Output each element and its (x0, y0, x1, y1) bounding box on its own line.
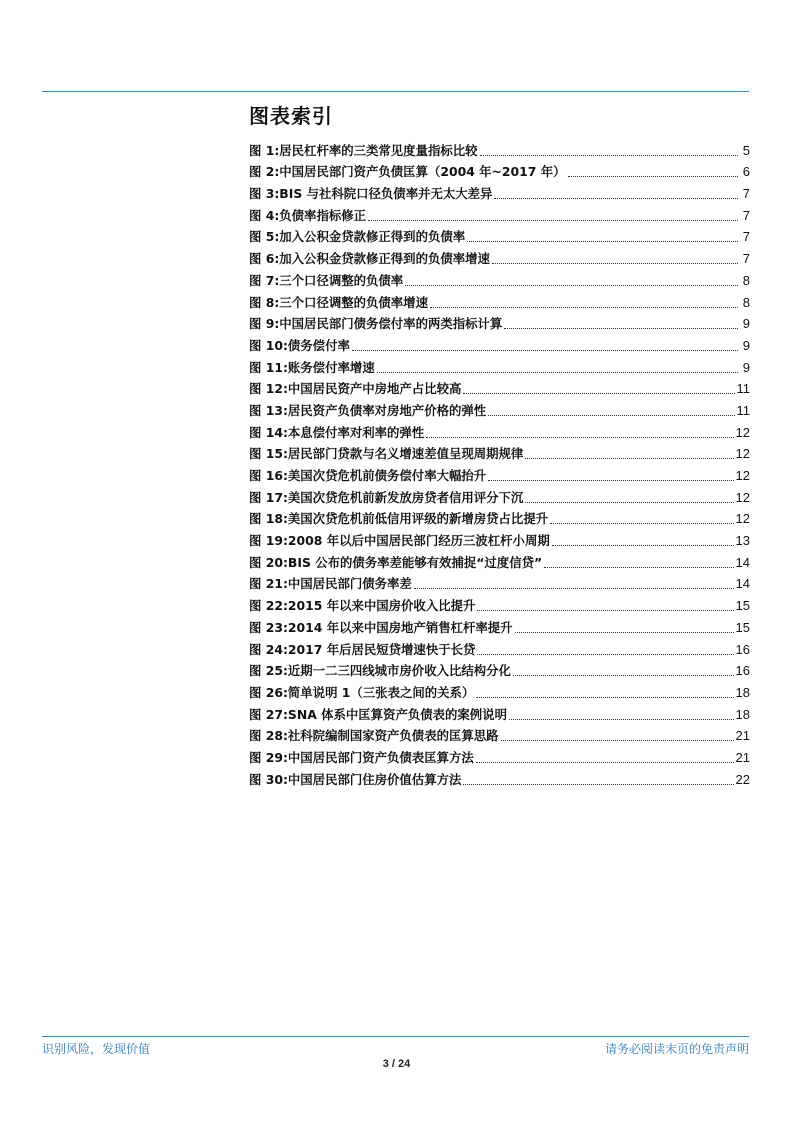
toc-entry-label[interactable]: 图 5:加入公积金贷款修正得到的负债率 (249, 229, 466, 245)
toc-entry-page[interactable]: 18 (735, 684, 750, 700)
page-number: 3 / 24 (382, 1058, 411, 1070)
toc-entry-page[interactable]: 7 (742, 251, 750, 267)
toc-entry-page[interactable]: 8 (742, 272, 750, 288)
toc-entry-page[interactable]: 14 (735, 576, 750, 592)
toc-entry-label[interactable]: 图 27:SNA 体系中匡算资产负债表的案例说明 (249, 706, 507, 722)
toc-entry-page[interactable]: 9 (742, 316, 750, 332)
toc-entry[interactable] (249, 744, 750, 766)
toc-entry-page[interactable]: 5 (742, 142, 750, 158)
toc-entry[interactable] (249, 658, 750, 680)
toc-entry-page[interactable]: 22 (735, 771, 750, 787)
toc-entry-label[interactable]: 图 18:美国次贷危机前低信用评级的新增房贷占比提升 (249, 511, 549, 527)
toc-entry-page[interactable]: 7 (742, 229, 750, 245)
toc-entry-label[interactable]: 图 6:加入公积金贷款修正得到的负债率增速 (249, 251, 490, 267)
toc-entry[interactable] (249, 484, 750, 506)
toc-entry[interactable] (249, 267, 750, 289)
toc-entry-label[interactable]: 图 19:2008 年以后中国居民部门经历三波杠杆小周期 (249, 533, 550, 549)
toc-entry[interactable] (249, 441, 750, 463)
footer-rule (42, 1036, 749, 1037)
toc-dot-leader (525, 502, 733, 503)
toc-dot-leader (504, 328, 738, 329)
toc-entry-label[interactable]: 图 2:中国居民部门资产负债匡算（2004 年~2017 年） (249, 164, 566, 180)
toc-entry-label[interactable]: 图 14:本息偿付率对利率的弹性 (249, 424, 425, 440)
toc-entry-label[interactable]: 图 1:居民杠杆率的三类常见度量指标比较 (249, 142, 478, 158)
toc-dot-leader (513, 675, 734, 676)
toc-entry[interactable] (249, 245, 750, 267)
toc-dot-leader (352, 350, 738, 351)
toc-dot-leader (525, 458, 733, 459)
toc-entry-label[interactable]: 图 15:居民部门贷款与名义增速差值呈现周期规律 (249, 446, 524, 462)
header-rule (42, 91, 749, 92)
toc-entry[interactable] (249, 527, 750, 549)
toc-entry-label[interactable]: 图 24:2017 年后居民短贷增速快于长贷 (249, 641, 476, 657)
toc-entry[interactable] (249, 506, 750, 528)
toc-entry[interactable] (249, 354, 750, 376)
toc-entry-label[interactable]: 图 23:2014 年以来中国房地产销售杠杆率提升 (249, 619, 513, 635)
toc-entry-label[interactable]: 图 3:BIS 与社科院口径负债率并无太大差异 (249, 186, 493, 202)
toc-entry[interactable] (249, 549, 750, 571)
toc-entry-label[interactable]: 图 4:负债率指标修正 (249, 207, 367, 223)
toc-dot-leader (463, 784, 733, 785)
toc-entry-label[interactable]: 图 10:债务偿付率 (249, 337, 350, 353)
toc-entry-page[interactable]: 9 (742, 359, 750, 375)
toc-entry[interactable] (249, 679, 750, 701)
toc-entry-page[interactable]: 13 (735, 533, 750, 549)
toc-entry-label[interactable]: 图 25:近期一二三四线城市房价收入比结构分化 (249, 663, 511, 679)
toc-entry-page[interactable]: 7 (742, 207, 750, 223)
toc-dot-leader (477, 610, 733, 611)
toc-entry-page[interactable]: 11 (736, 402, 750, 418)
toc-entry-page[interactable]: 12 (735, 424, 750, 440)
footer-disclaimer-link[interactable]: 请务必阅读末页的免责声明 (604, 1042, 749, 1056)
toc-entry-page[interactable]: 18 (735, 706, 750, 722)
toc-entry[interactable] (249, 701, 750, 723)
toc-dot-leader (501, 740, 734, 741)
toc-dot-leader (426, 437, 733, 438)
toc-entry[interactable] (249, 462, 750, 484)
toc-entry[interactable] (249, 332, 750, 354)
toc-entry-page[interactable]: 12 (735, 468, 750, 483)
toc-entry[interactable] (249, 419, 750, 441)
toc-entry-label[interactable]: 图 12:中国居民资产中房地产占比较高 (249, 381, 462, 397)
toc-entry-label[interactable]: 图 28:社科院编制国家资产负债表的匡算思路 (249, 728, 499, 744)
toc-entry[interactable] (249, 397, 750, 419)
toc-entry-label[interactable]: 图 21:中国居民部门债务率差 (249, 576, 412, 592)
toc-entry-label[interactable]: 图 7:三个口径调整的负债率 (249, 272, 404, 288)
toc-entry-page[interactable]: 9 (742, 337, 750, 353)
toc-dot-leader (552, 545, 734, 546)
toc-entry-page[interactable]: 7 (742, 186, 750, 202)
toc-list (249, 137, 750, 788)
toc-dot-leader (550, 523, 733, 524)
toc-dot-leader (544, 567, 733, 568)
toc-dot-leader (377, 372, 738, 373)
toc-dot-leader (476, 697, 733, 698)
toc-entry-label[interactable]: 图 26:简单说明 1（三张表之间的关系） (249, 684, 475, 700)
toc-entry-label[interactable]: 图 13:居民资产负债率对房地产价格的弹性 (249, 402, 487, 418)
toc-entry-page[interactable]: 8 (742, 294, 750, 310)
toc-entry-label[interactable]: 图 17:美国次贷危机前新发放房贷者信用评分下沉 (249, 489, 524, 505)
toc-dot-leader (515, 632, 734, 633)
toc-entry-page[interactable]: 16 (735, 641, 750, 657)
toc-dot-leader (509, 719, 734, 720)
toc-entry[interactable] (249, 723, 750, 745)
toc-entry-label[interactable]: 图 16:美国次贷危机前债务偿付率大幅抬升 (249, 468, 487, 483)
toc-entry-label[interactable]: 图 8:三个口径调整的负债率增速 (249, 294, 428, 310)
toc-entry[interactable] (249, 224, 750, 246)
toc-entry[interactable] (249, 180, 750, 202)
toc-entry[interactable] (249, 376, 750, 398)
toc-dot-leader (476, 762, 734, 763)
toc-entry-page[interactable]: 6 (742, 164, 750, 180)
toc-entry-page[interactable]: 15 (735, 598, 750, 614)
toc-entry[interactable] (249, 614, 750, 636)
toc-entry[interactable] (249, 289, 750, 311)
toc-entry-label[interactable]: 图 20:BIS 公布的债务率差能够有效捕捉“过度信贷” (249, 554, 543, 570)
toc-entry-page[interactable]: 12 (735, 511, 750, 527)
toc-entry[interactable] (249, 592, 750, 614)
toc-entry-label[interactable]: 图 22:2015 年以来中国房价收入比提升 (249, 598, 476, 614)
toc-entry-page[interactable]: 11 (736, 381, 750, 397)
toc-dot-leader (494, 198, 738, 199)
toc-entry[interactable] (249, 137, 750, 159)
toc-dot-leader (488, 480, 733, 481)
toc-dot-leader (568, 176, 738, 177)
toc-dot-leader (480, 155, 738, 156)
toc-entry[interactable] (249, 159, 750, 181)
toc-dot-leader (477, 654, 733, 655)
toc-title: 图表索引 (249, 104, 333, 128)
toc-entry[interactable] (249, 766, 750, 788)
toc-entry-label[interactable]: 图 30:中国居民部门住房价值估算方法 (249, 771, 462, 787)
toc-entry-page[interactable]: 12 (735, 489, 750, 505)
toc-entry-label[interactable]: 图 11:账务偿付率增速 (249, 359, 375, 375)
toc-entry-page[interactable]: 14 (735, 554, 750, 570)
toc-dot-leader (405, 285, 738, 286)
toc-entry-page[interactable]: 21 (735, 749, 750, 765)
toc-entry-label[interactable]: 图 29:中国居民部门资产负债表匡算方法 (249, 749, 474, 765)
toc-entry-page[interactable]: 12 (735, 446, 750, 462)
toc-dot-leader (463, 393, 734, 394)
toc-entry-page[interactable]: 15 (735, 619, 750, 635)
toc-dot-leader (488, 415, 734, 416)
toc-entry-page[interactable]: 16 (735, 663, 750, 679)
toc-entry[interactable] (249, 311, 750, 333)
toc-entry[interactable] (249, 636, 750, 658)
toc-entry[interactable] (249, 202, 750, 224)
toc-dot-leader (492, 263, 738, 264)
toc-entry-page[interactable]: 21 (735, 728, 750, 744)
toc-dot-leader (430, 307, 738, 308)
toc-dot-leader (467, 241, 738, 242)
toc-entry-label[interactable]: 图 9:中国居民部门债务偿付率的两类指标计算 (249, 316, 503, 332)
toc-entry[interactable] (249, 571, 750, 593)
toc-dot-leader (368, 220, 738, 221)
footer-slogan: 识别风险，发现价值 (42, 1042, 151, 1056)
toc-dot-leader (414, 588, 734, 589)
